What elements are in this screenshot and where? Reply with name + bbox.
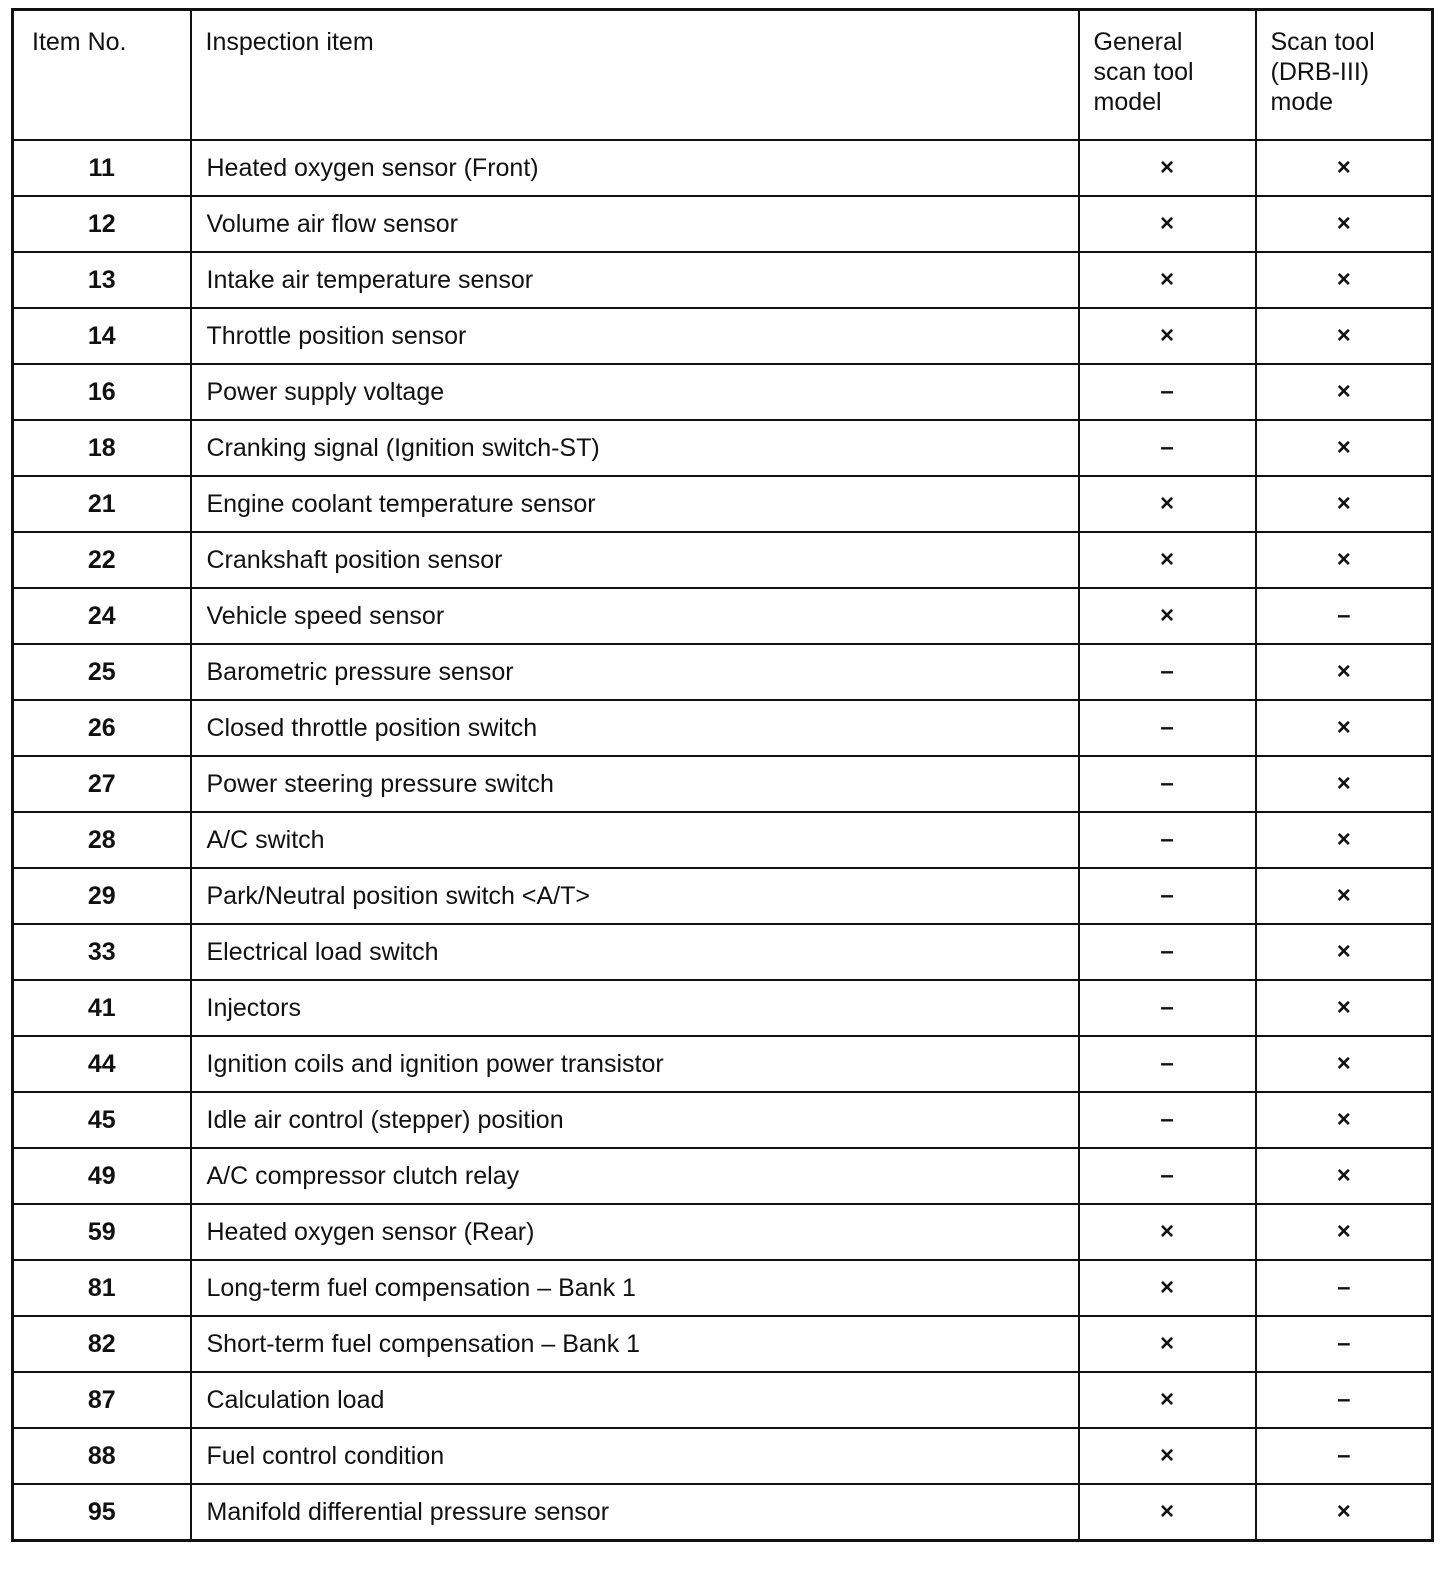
- inspection-item-cell: Crankshaft position sensor: [191, 532, 1079, 588]
- scan-tool-drb-mark: ×: [1256, 252, 1433, 308]
- general-scan-tool-mark: ×: [1079, 196, 1256, 252]
- general-scan-tool-mark: –: [1079, 1092, 1256, 1148]
- general-scan-tool-mark: –: [1079, 420, 1256, 476]
- inspection-item-cell: Electrical load switch: [191, 924, 1079, 980]
- item-number-cell: 33: [13, 924, 191, 980]
- table-row: [13, 308, 1433, 364]
- general-scan-tool-mark: ×: [1079, 476, 1256, 532]
- inspection-item-cell: Engine coolant temperature sensor: [191, 476, 1079, 532]
- general-scan-tool-mark: –: [1079, 980, 1256, 1036]
- item-number-cell: 18: [13, 420, 191, 476]
- general-scan-tool-mark: –: [1079, 812, 1256, 868]
- scan-tool-drb-mark: ×: [1256, 196, 1433, 252]
- item-number-cell: 87: [13, 1372, 191, 1428]
- inspection-item-cell: Heated oxygen sensor (Rear): [191, 1204, 1079, 1260]
- scan-tool-drb-mark: –: [1256, 1260, 1433, 1316]
- inspection-item-cell: Fuel control condition: [191, 1428, 1079, 1484]
- table-row: [13, 196, 1433, 252]
- table-row: [13, 868, 1433, 924]
- table-row: [13, 644, 1433, 700]
- general-scan-tool-mark: ×: [1079, 252, 1256, 308]
- item-number-cell: 81: [13, 1260, 191, 1316]
- item-number-cell: 41: [13, 980, 191, 1036]
- table-row: [13, 420, 1433, 476]
- scan-tool-drb-mark: ×: [1256, 308, 1433, 364]
- scan-tool-drb-mark: ×: [1256, 700, 1433, 756]
- table-header-row: [13, 10, 1433, 141]
- table-row: [13, 1092, 1433, 1148]
- scan-tool-drb-mark: ×: [1256, 1036, 1433, 1092]
- item-number-cell: 11: [13, 140, 191, 196]
- table-row: [13, 1036, 1433, 1092]
- scan-tool-drb-mark: ×: [1256, 1204, 1433, 1260]
- item-number-cell: 28: [13, 812, 191, 868]
- item-number-cell: 49: [13, 1148, 191, 1204]
- scan-tool-drb-mark: ×: [1256, 1148, 1433, 1204]
- general-scan-tool-mark: ×: [1079, 532, 1256, 588]
- scan-tool-drb-mark: ×: [1256, 868, 1433, 924]
- general-scan-tool-mark: ×: [1079, 1204, 1256, 1260]
- scan-tool-drb-mark: –: [1256, 588, 1433, 644]
- general-scan-tool-mark: ×: [1079, 1372, 1256, 1428]
- general-scan-tool-mark: –: [1079, 756, 1256, 812]
- general-scan-tool-mark: ×: [1079, 1428, 1256, 1484]
- table-row: [13, 532, 1433, 588]
- general-scan-tool-mark: ×: [1079, 1484, 1256, 1541]
- header-general-scan-tool: General scan tool model: [1079, 10, 1256, 141]
- scan-tool-drb-mark: ×: [1256, 1484, 1433, 1541]
- item-number-cell: 12: [13, 196, 191, 252]
- scan-tool-drb-mark: ×: [1256, 420, 1433, 476]
- table-row: [13, 1148, 1433, 1204]
- inspection-item-cell: Intake air temperature sensor: [191, 252, 1079, 308]
- header-inspection-item: Inspection item: [191, 10, 1079, 141]
- inspection-item-cell: Short-term fuel compensation – Bank 1: [191, 1316, 1079, 1372]
- item-number-cell: 16: [13, 364, 191, 420]
- inspection-table-sheet: [11, 8, 1431, 1560]
- scan-tool-drb-mark: ×: [1256, 924, 1433, 980]
- general-scan-tool-mark: –: [1079, 364, 1256, 420]
- item-number-cell: 13: [13, 252, 191, 308]
- table-row: [13, 1260, 1433, 1316]
- scan-tool-drb-mark: ×: [1256, 532, 1433, 588]
- table-row: [13, 924, 1433, 980]
- table-body: [13, 140, 1433, 1541]
- inspection-item-cell: Calculation load: [191, 1372, 1079, 1428]
- general-scan-tool-mark: ×: [1079, 308, 1256, 364]
- item-number-cell: 14: [13, 308, 191, 364]
- item-number-cell: 21: [13, 476, 191, 532]
- inspection-item-cell: Barometric pressure sensor: [191, 644, 1079, 700]
- scan-tool-drb-mark: ×: [1256, 644, 1433, 700]
- table-row: [13, 140, 1433, 196]
- general-scan-tool-mark: –: [1079, 700, 1256, 756]
- table-row: [13, 1204, 1433, 1260]
- scan-tool-drb-mark: ×: [1256, 812, 1433, 868]
- general-scan-tool-mark: ×: [1079, 588, 1256, 644]
- table-row: [13, 756, 1433, 812]
- table-row: [13, 1428, 1433, 1484]
- inspection-item-cell: Injectors: [191, 980, 1079, 1036]
- inspection-table: [11, 8, 1434, 1542]
- general-scan-tool-mark: ×: [1079, 140, 1256, 196]
- inspection-item-cell: Closed throttle position switch: [191, 700, 1079, 756]
- general-scan-tool-mark: –: [1079, 1036, 1256, 1092]
- table-row: [13, 252, 1433, 308]
- item-number-cell: 95: [13, 1484, 191, 1541]
- table-row: [13, 700, 1433, 756]
- item-number-cell: 59: [13, 1204, 191, 1260]
- general-scan-tool-mark: –: [1079, 644, 1256, 700]
- general-scan-tool-mark: –: [1079, 868, 1256, 924]
- general-scan-tool-mark: ×: [1079, 1316, 1256, 1372]
- item-number-cell: 22: [13, 532, 191, 588]
- table-row: [13, 980, 1433, 1036]
- inspection-item-cell: Ignition coils and ignition power transistor: [191, 1036, 1079, 1092]
- inspection-item-cell: A/C compressor clutch relay: [191, 1148, 1079, 1204]
- table-row: [13, 1372, 1433, 1428]
- inspection-item-cell: Park/Neutral position switch <A/T>: [191, 868, 1079, 924]
- scan-tool-drb-mark: ×: [1256, 364, 1433, 420]
- table-row: [13, 588, 1433, 644]
- inspection-item-cell: Power supply voltage: [191, 364, 1079, 420]
- inspection-item-cell: Power steering pressure switch: [191, 756, 1079, 812]
- inspection-item-cell: Idle air control (stepper) position: [191, 1092, 1079, 1148]
- item-number-cell: 26: [13, 700, 191, 756]
- inspection-item-cell: Throttle position sensor: [191, 308, 1079, 364]
- inspection-item-cell: Vehicle speed sensor: [191, 588, 1079, 644]
- scan-tool-drb-mark: ×: [1256, 980, 1433, 1036]
- table-row: [13, 364, 1433, 420]
- scan-tool-drb-mark: ×: [1256, 476, 1433, 532]
- item-number-cell: 45: [13, 1092, 191, 1148]
- scan-tool-drb-mark: ×: [1256, 756, 1433, 812]
- inspection-item-cell: Manifold differential pressure sensor: [191, 1484, 1079, 1541]
- item-number-cell: 24: [13, 588, 191, 644]
- scan-tool-drb-mark: ×: [1256, 140, 1433, 196]
- item-number-cell: 25: [13, 644, 191, 700]
- item-number-cell: 82: [13, 1316, 191, 1372]
- item-number-cell: 29: [13, 868, 191, 924]
- table-row: [13, 1316, 1433, 1372]
- table-row: [13, 476, 1433, 532]
- inspection-item-cell: Volume air flow sensor: [191, 196, 1079, 252]
- general-scan-tool-mark: –: [1079, 924, 1256, 980]
- inspection-item-cell: A/C switch: [191, 812, 1079, 868]
- item-number-cell: 88: [13, 1428, 191, 1484]
- header-scan-tool-drb: Scan tool (DRB-III) mode: [1256, 10, 1433, 141]
- item-number-cell: 44: [13, 1036, 191, 1092]
- item-number-cell: 27: [13, 756, 191, 812]
- inspection-item-cell: Long-term fuel compensation – Bank 1: [191, 1260, 1079, 1316]
- scan-tool-drb-mark: ×: [1256, 1092, 1433, 1148]
- table-row: [13, 812, 1433, 868]
- scan-tool-drb-mark: –: [1256, 1372, 1433, 1428]
- table-row: [13, 1484, 1433, 1541]
- header-item-no: Item No.: [13, 10, 191, 141]
- scan-tool-drb-mark: –: [1256, 1428, 1433, 1484]
- inspection-item-cell: Cranking signal (Ignition switch-ST): [191, 420, 1079, 476]
- general-scan-tool-mark: ×: [1079, 1260, 1256, 1316]
- inspection-item-cell: Heated oxygen sensor (Front): [191, 140, 1079, 196]
- scan-tool-drb-mark: –: [1256, 1316, 1433, 1372]
- general-scan-tool-mark: –: [1079, 1148, 1256, 1204]
